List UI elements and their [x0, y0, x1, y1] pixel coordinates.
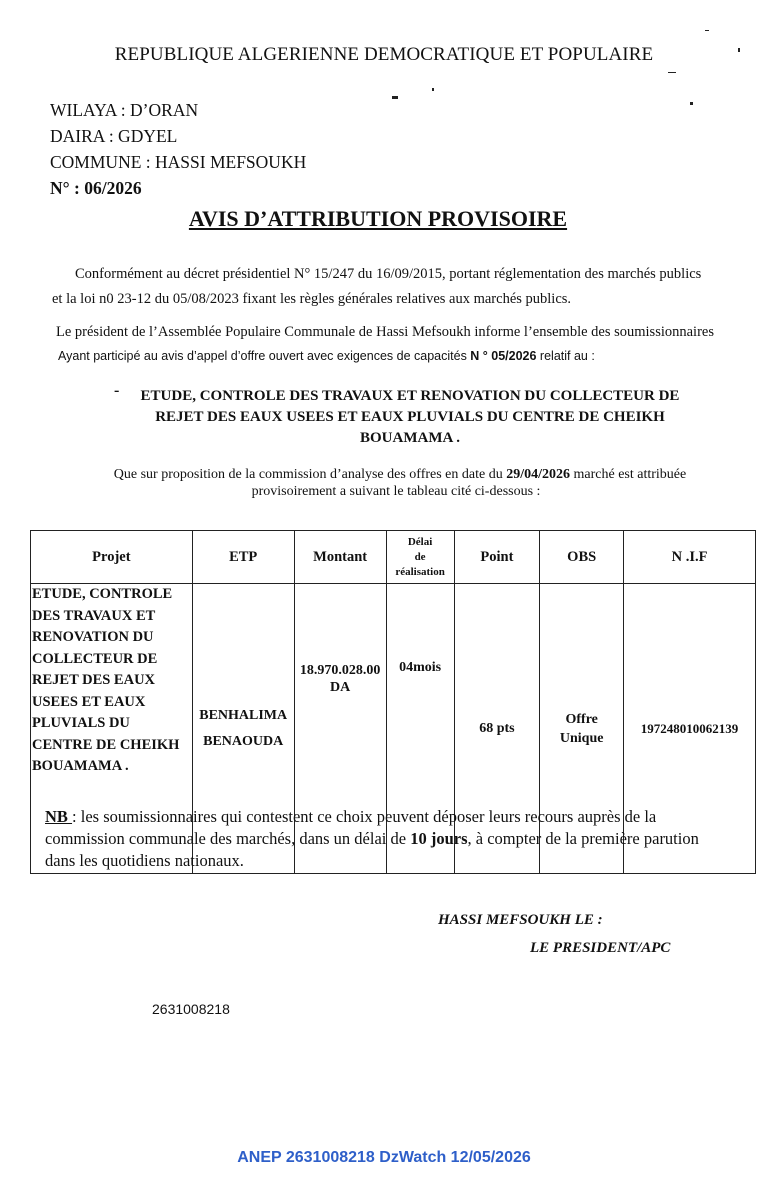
- projet-line: BOUAMAMA .: [32, 758, 129, 774]
- signature-role: LE PRESIDENT/APC: [530, 940, 671, 956]
- header-delai: [386, 531, 454, 584]
- tender-number: N ° 05/2026: [470, 349, 537, 363]
- document-title: AVIS D’ATTRIBUTION PROVISOIRE: [188, 206, 568, 231]
- header-delai-line-1: Délai: [407, 535, 433, 548]
- header-etp: ETP: [192, 531, 294, 584]
- signature-place: HASSI MEFSOUKH LE :: [438, 912, 603, 928]
- projet-line: RENOVATION DU: [32, 629, 154, 645]
- subject-line-1: ETUDE, CONTROLE DES TRAVAUX ET RENOVATION DU COLLECTEUR DE: [140, 388, 680, 404]
- projet-line: REJET DES EAUX: [32, 672, 156, 688]
- projet-line: DES TRAVAUX ET: [32, 607, 156, 624]
- header-obs: OBS: [540, 531, 624, 584]
- daira-line: DAIRA : GDYEL: [50, 126, 178, 146]
- nb-text-post: , à compter de la première parution dans les quotidiens nationaux.: [45, 829, 699, 870]
- montant-value: 18.970.028.00: [299, 663, 381, 678]
- wilaya-line: WILAYA : D’ORAN: [50, 100, 199, 120]
- table-header-row: [31, 531, 756, 584]
- cell-nif: 197248010062139: [624, 584, 756, 874]
- commune-line: COMMUNE : HASSI MEFSOUKH: [50, 152, 307, 172]
- proposal-date: 29/04/2026: [506, 467, 570, 482]
- projet-line: USEES ET EAUX: [32, 693, 146, 710]
- proposal-line-2: provisoirement a suivant le tableau cité ci-dessous :: [251, 484, 541, 499]
- reference-number: 2631008218: [152, 1001, 230, 1017]
- notice-number: N° : 06/2026: [50, 178, 142, 198]
- cell-point: 68 pts: [454, 584, 540, 874]
- nb-paragraph: [45, 806, 725, 872]
- intro-line-2: et la loi n0 23-12 du 05/08/2023 fixant les règles générales relatives aux marchés publics.: [52, 291, 572, 307]
- header-delai-line-2: de: [414, 550, 426, 563]
- intro-line-4-post: relatif au :: [536, 349, 595, 363]
- subject-dash: -: [114, 382, 120, 399]
- proposal-line-1: [0, 467, 768, 483]
- projet-line: PLUVIALS DU: [32, 715, 130, 731]
- header-montant: Montant: [294, 531, 386, 584]
- etp-line-2: BENAOUDA: [203, 733, 284, 749]
- cell-delai: 04mois: [386, 584, 454, 874]
- nb-label: NB: [45, 807, 73, 826]
- obs-line-1: Offre: [565, 711, 598, 727]
- intro-line-4: [58, 349, 595, 363]
- scan-speck: [690, 102, 693, 105]
- scan-speck: [392, 96, 398, 99]
- intro-line-4-pre: Ayant participé au avis d’appel d’offre ouvert avec exigences de capacités: [58, 349, 471, 363]
- montant-currency: DA: [330, 680, 351, 695]
- intro-line-3: Le président de l’Assemblée Populaire Communale de Hassi Mefsoukh informe l’ensemble des soumissionnaires: [56, 324, 714, 340]
- subject-line-2: REJET DES EAUX USEES ET EAUX PLUVIALS DU CENTRE DE CHEIKH: [155, 409, 665, 425]
- proposal-post: marché est attribuée: [570, 467, 687, 482]
- scan-speck: [705, 30, 709, 31]
- projet-line: COLLECTEUR DE: [32, 650, 158, 667]
- nb-text-pre: : les soumissionnaires qui contestent ce choix peuvent déposer leurs recours auprès de la commission communale des marchés, dans un délai de: [45, 807, 657, 848]
- proposal-pre: Que sur proposition de la commission d’analyse des offres en date du: [113, 467, 507, 482]
- etp-line-1: BENHALIMA: [199, 707, 288, 723]
- header-point: Point: [454, 531, 540, 584]
- footer-anep: ANEP 2631008218 DzWatch 12/05/2026: [237, 1149, 531, 1166]
- subject-line-3: BOUAMAMA .: [360, 430, 460, 446]
- projet-line: CENTRE DE CHEIKH: [32, 736, 180, 753]
- header-nif: N .I.F: [624, 531, 756, 584]
- obs-line-2: Unique: [559, 730, 604, 746]
- projet-line: ETUDE, CONTROLE: [32, 586, 173, 602]
- header-delai-line-3: réalisation: [395, 565, 445, 578]
- scan-speck: [668, 72, 676, 73]
- header-projet: Projet: [31, 531, 193, 584]
- nb-days: 10 jours: [410, 829, 468, 848]
- intro-line-1: Conformément au décret présidentiel N° 15/247 du 16/09/2015, portant réglementation des marchés publics: [75, 266, 702, 282]
- scan-speck: [432, 88, 434, 91]
- republic-heading: REPUBLIQUE ALGERIENNE DEMOCRATIQUE ET POPULAIRE: [114, 44, 654, 65]
